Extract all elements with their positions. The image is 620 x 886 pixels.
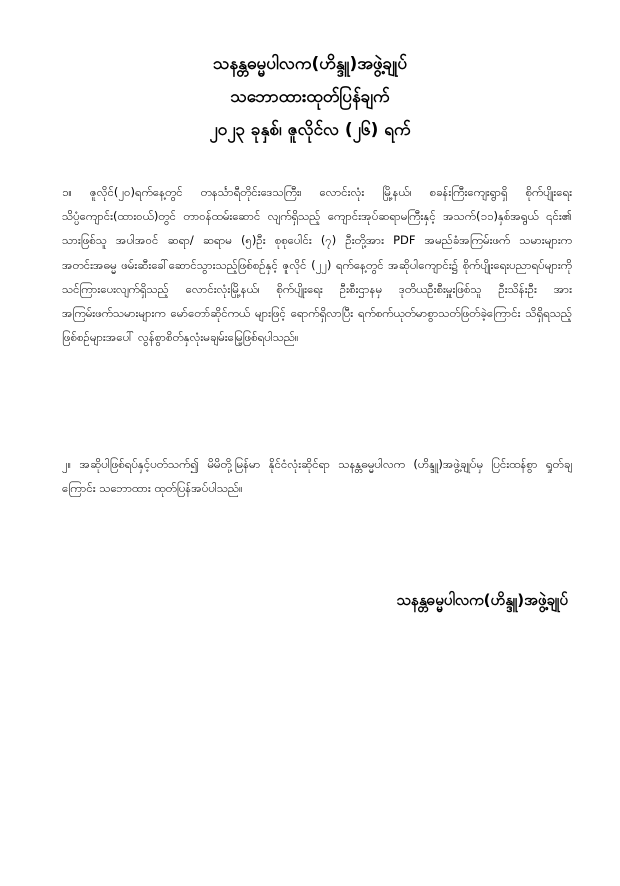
document-date: ၂၀၂၃ ခုနှစ်၊ ဇူလိုင်လ (၂၆) ရက် [209, 120, 411, 140]
document-type-title: သဘောထားထုတ်ပြန်ချက် [230, 87, 390, 107]
signature-organization: သနန္တဓမ္မပါလက(ဟိန္ဒူ)အဖွဲ့ချုပ် [396, 591, 568, 609]
body-paragraph-1: ၁။ ဇူလိုင်(၂၀)ရက်နေ့တွင် တနင်္သာရီတိုင်းဒေသကြီး၊ လောင်းလုံး မြို့နယ်၊ စခန်းကြီးကျေးရွာရှိ စိုက်ပျိုးရေးသိပ္ပံကျောင်း(ထား၀ယ်)တွင် တာ၀န်ထမ်းဆောင် လျက်ရှိသည့် ကျောင်းအုပ်ဆရာမကြီးနှင့် အသက်(၁၁)နှစ်အရွယ် ၎င်း၏ သားဖြစ်သူ အပါအ၀င် ဆရာ/ ဆရာမ (၅)ဦး စုစုပေါင်း (၇) ဦးတို့အား PDF အမည်ခံအကြမ်းဖက် သမားများက အတင်းအဓမ္မ ဖမ်းဆီးခေါ်ဆောင်သွားသည့်ဖြစ်စဉ်နှင့် ဇူလိုင် (၂၂) ရက်နေ့တွင် အဆိုပါကျောင်း၌ စိုက်ပျိုးရေးပညာရပ်များကို သင်ကြားပေးလျက်ရှိသည့် လောင်းလုံးမြို့နယ်၊ စိုက်ပျိုးရေး ဦးစီးဌာနမှ ဒုတိယဦးစီးမှူးဖြစ်သူ ဦးသိန်းဦး အား အကြမ်းဖက်သမားများက မော်တော်ဆိုင်ကယ် များဖြင့် ရောက်ရှိလာပြီး ရက်စက်ယုတ်မာစွာသတ်ဖြတ်ခဲ့ကြောင်း သိရှိရသည့် ဖြစ်စဉ်များအပေါ် လွန်စွာစိတ်နှလုံးမချမ်းမြေ့ဖြစ်ရပါသည်။ [62, 185, 572, 345]
body-paragraph-2: ၂။ အဆိုပါဖြစ်ရပ်နှင့်ပတ်သက်၍ မိမိတို့မြန်မာ နိုင်ငံလုံးဆိုင်ရာ သနန္တဓမ္မပါလက (ဟိန္ဒူ)အဖွဲ့ချုပ်မှ ပြင်းထန်စွာ ရှုတ်ချကြောင်း သဘောထား ထုတ်ပြန်အပ်ပါသည်။ [62, 457, 572, 496]
document-header [0, 48, 620, 147]
organization-title: သနန္တဓမ္မပါလက(ဟိန္ဒူ)အဖွဲ့ချုပ် [212, 54, 408, 74]
